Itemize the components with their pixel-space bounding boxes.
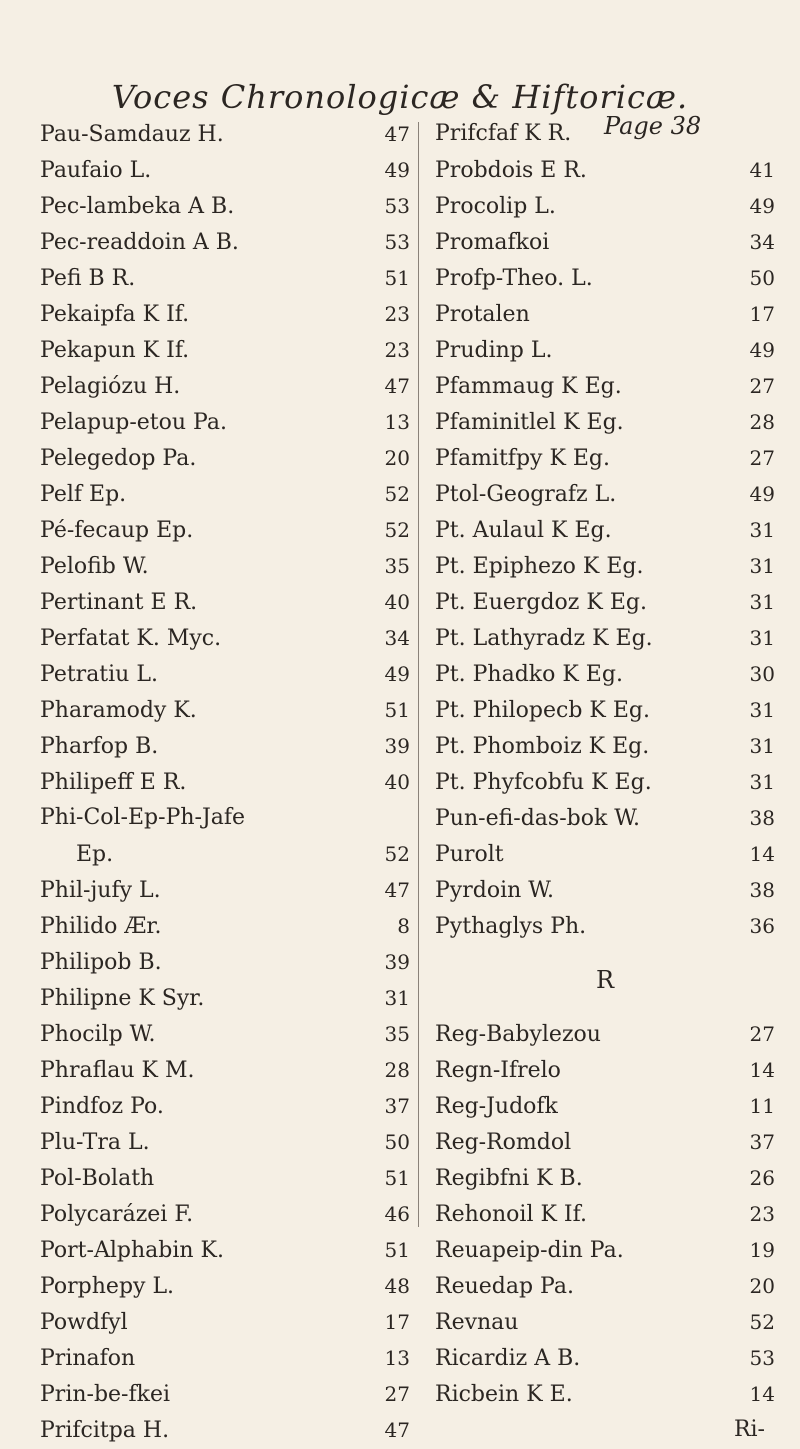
index-entry (40, 548, 410, 584)
entry-page-number: 8 (397, 914, 410, 938)
entry-page-number: 35 (384, 1022, 410, 1046)
entry-name: Ricbein K E. (435, 1382, 573, 1407)
index-entry (435, 1016, 775, 1052)
entry-name: Port-Alphabin K. (40, 1238, 224, 1263)
entry-name: Pyrdoin W. (435, 878, 555, 903)
index-entry (435, 296, 775, 332)
index-entry (435, 584, 775, 620)
entry-name: Pelapup-etou Pa. (40, 410, 227, 435)
index-entry (40, 260, 410, 296)
index-entry (40, 1376, 410, 1412)
entry-page-number: 17 (384, 1310, 410, 1334)
entry-name: Philipeff E R. (40, 770, 187, 795)
entry-page-number: 49 (749, 338, 775, 362)
index-entry (435, 512, 775, 548)
index-entry (435, 1304, 775, 1340)
entry-name: Prifcitpa H. (40, 1418, 170, 1443)
index-entry (435, 440, 775, 476)
entry-page-number: 38 (749, 878, 775, 902)
entry-page-number: 23 (749, 1202, 775, 1226)
index-entry (435, 1268, 775, 1304)
entry-page-number: 17 (749, 302, 775, 326)
entry-page-number: 31 (749, 734, 775, 758)
index-entry (435, 188, 775, 224)
entry-page-number: 51 (384, 1238, 410, 1262)
entry-name: Perfatat K. Myc. (40, 626, 222, 651)
entry-name: Pt. Phyfcobfu K Eg. (435, 770, 652, 795)
index-entry (435, 368, 775, 404)
index-entry (435, 908, 775, 944)
index-entry (435, 656, 775, 692)
index-entry (435, 152, 775, 188)
entry-name: Pec-readdoin A B. (40, 230, 239, 255)
entry-name: Pharfop B. (40, 734, 159, 759)
entry-page-number: 14 (749, 842, 775, 866)
catchword: Ri- (733, 1417, 765, 1442)
entry-name: Reg-Romdol (435, 1130, 572, 1155)
entry-name: Revnau (435, 1310, 519, 1335)
index-entry (40, 584, 410, 620)
entry-page-number: 31 (749, 770, 775, 794)
entry-name: Rehonoil K If. (435, 1202, 587, 1227)
entry-page-number: 52 (384, 518, 410, 542)
entry-continuation (40, 836, 410, 872)
entry-name: Pt. Philopecb K Eg. (435, 698, 650, 723)
entry-page-number: 49 (384, 158, 410, 182)
entry-page-number: 27 (749, 374, 775, 398)
index-entry (40, 368, 410, 404)
index-entry (435, 872, 775, 908)
page-title: Voces Chronologicæ & Hiftoricæ. (111, 78, 689, 116)
entry-name: Prudinp L. (435, 338, 553, 363)
entry-name: Pekaipfa K If. (40, 302, 190, 327)
entry-name: Pt. Lathyradz K Eg. (435, 626, 653, 651)
entry-page-number: 53 (384, 194, 410, 218)
index-entry (40, 1340, 410, 1376)
entry-name: Pol-Bolath (40, 1166, 155, 1191)
index-entry (40, 656, 410, 692)
entry-page-number: 27 (749, 446, 775, 470)
entry-name: Pindfoz Po. (40, 1094, 164, 1119)
entry-name: Pelagiózu H. (40, 374, 181, 399)
entry-page-number: 13 (384, 1346, 410, 1370)
index-entry (435, 728, 775, 764)
entry-page-number: 37 (384, 1094, 410, 1118)
index-entry (435, 800, 775, 836)
entry-page-number: 49 (749, 482, 775, 506)
right-column (435, 116, 775, 1448)
entry-name: Pt. Aulaul K Eg. (435, 518, 612, 543)
entry-name: Reuapeip-din Pa. (435, 1238, 624, 1263)
entry-name: Pythaglys Ph. (435, 914, 587, 939)
entry-page-number: 26 (749, 1166, 775, 1190)
entry-name: Pefi B R. (40, 266, 136, 291)
index-entry (40, 980, 410, 1016)
entry-page-number: 20 (749, 1274, 775, 1298)
entry-page-number: 48 (384, 1274, 410, 1298)
entry-page-number: 40 (384, 770, 410, 794)
index-entry (435, 1232, 775, 1268)
entry-name: Pun-efi-das-bok W. (435, 806, 641, 831)
entry-page-number: 47 (384, 1418, 410, 1442)
index-entry (40, 116, 410, 152)
entry-page-number: 47 (384, 374, 410, 398)
entry-page-number: 11 (749, 1094, 775, 1118)
index-entry (40, 1160, 410, 1196)
entry-name: Ricardiz A B. (435, 1346, 581, 1371)
entry-name: Pt. Epiphezo K Eg. (435, 554, 644, 579)
index-entry (40, 296, 410, 332)
entry-page-number: 27 (749, 1022, 775, 1046)
index-entry (435, 332, 775, 368)
entry-page-number: 47 (384, 878, 410, 902)
multi-line-entry (40, 800, 410, 872)
entry-name: Philipne K Syr. (40, 986, 205, 1011)
entry-page-number: 37 (749, 1130, 775, 1154)
index-entry (435, 404, 775, 440)
column-divider (418, 122, 419, 1227)
entry-name: Pelofib W. (40, 554, 149, 579)
index-entry (40, 1232, 410, 1268)
entry-page-number: 49 (384, 662, 410, 686)
page-number-label: Page 38 (604, 112, 702, 140)
entry-page-number: 34 (749, 230, 775, 254)
index-entry (40, 908, 410, 944)
entry-name: Pec-lambeka A B. (40, 194, 235, 219)
entry-page-number: 41 (749, 158, 775, 182)
entry-page-number: 31 (749, 698, 775, 722)
entry-page-number: 51 (384, 1166, 410, 1190)
entry-name: Philido Ær. (40, 914, 162, 939)
entry-name: Pt. Phomboiz K Eg. (435, 734, 650, 759)
index-entry (435, 692, 775, 728)
index-entry (40, 1088, 410, 1124)
entry-page-number: 20 (384, 446, 410, 470)
entry-name: Reg-Judofk (435, 1094, 558, 1119)
entry-name: Pé-fecaup Ep. (40, 518, 194, 543)
entry-name: Ptol-Geografz L. (435, 482, 617, 507)
entry-name: Pt. Phadko K Eg. (435, 662, 623, 687)
entry-name: Regn-Ifrelo (435, 1058, 561, 1083)
entry-name: Philipob B. (40, 950, 162, 975)
entry-name: Plu-Tra L. (40, 1130, 150, 1155)
entry-name: Pau-Samdauz H. (40, 122, 224, 147)
section-letter: R (595, 966, 615, 994)
entry-page-number: 36 (749, 914, 775, 938)
entry-name: Reuedap Pa. (435, 1274, 574, 1299)
entry-page-number: 47 (384, 122, 410, 146)
entry-page-number: 31 (749, 518, 775, 542)
entry-page-number: 38 (749, 806, 775, 830)
entry-page-number: 53 (749, 1346, 775, 1370)
entry-name: Prin-be-fkei (40, 1382, 171, 1407)
entry-name: Paufaio L. (40, 158, 152, 183)
entry-name: Petratiu L. (40, 662, 158, 687)
entry-page-number: 51 (384, 266, 410, 290)
entry-page-number: 13 (384, 410, 410, 434)
index-entry (435, 836, 775, 872)
entry-page-number: 19 (749, 1238, 775, 1262)
index-entry (40, 620, 410, 656)
entry-page-number: 14 (749, 1058, 775, 1082)
entry-name: Probdois E R. (435, 158, 587, 183)
entry-name: Polycarázei F. (40, 1202, 194, 1227)
entry-page-number: 30 (749, 662, 775, 686)
index-entry (40, 404, 410, 440)
index-entry (40, 1124, 410, 1160)
index-entry (40, 1304, 410, 1340)
entry-name: Pt. Euergdoz K Eg. (435, 590, 647, 615)
entry-page-number: 39 (384, 734, 410, 758)
index-entry (40, 188, 410, 224)
index-entry (435, 764, 775, 800)
index-entry (435, 1376, 775, 1412)
index-entry (435, 116, 775, 152)
entry-name: Powdfyl (40, 1310, 128, 1335)
index-entry (40, 440, 410, 476)
entry-page-number: 50 (384, 1130, 410, 1154)
index-entry (40, 728, 410, 764)
entry-page-number: 35 (384, 554, 410, 578)
entry-page-number: 28 (384, 1058, 410, 1082)
entry-name-line1: Phi-Col-Ep-Ph-Jafe (40, 805, 246, 830)
index-entry (435, 1340, 775, 1376)
entry-page-number: 23 (384, 302, 410, 326)
index-entry (40, 512, 410, 548)
entry-page-number: 53 (384, 230, 410, 254)
entry-page-number: 28 (749, 410, 775, 434)
entry-page-number: 27 (384, 1382, 410, 1406)
entry-page-number: 52 (384, 842, 410, 866)
index-entry (435, 1052, 775, 1088)
entry-name: Phil-jufy L. (40, 878, 161, 903)
entry-page-number: 39 (384, 950, 410, 974)
index-entry (435, 620, 775, 656)
index-entry (435, 476, 775, 512)
index-entry (40, 1196, 410, 1232)
entry-name: Pekapun K If. (40, 338, 190, 363)
entry-page-number: 52 (384, 482, 410, 506)
entry-name: Purolt (435, 842, 504, 867)
entry-name: Regibfni K B. (435, 1166, 583, 1191)
index-entry (40, 692, 410, 728)
entry-name: Pharamody K. (40, 698, 197, 723)
index-entry (40, 476, 410, 512)
index-entry (40, 1016, 410, 1052)
entry-name: Pfamitfpy K Eg. (435, 446, 611, 471)
entry-page-number: 31 (749, 590, 775, 614)
entry-name: Pelegedop Pa. (40, 446, 197, 471)
entry-name: Protalen (435, 302, 530, 327)
index-entry (40, 1412, 410, 1448)
index-entry (40, 764, 410, 800)
entry-page-number: 49 (749, 194, 775, 218)
index-entry (435, 1196, 775, 1232)
index-entry (435, 260, 775, 296)
entry-name: Porphepy L. (40, 1274, 175, 1299)
index-entry (435, 1160, 775, 1196)
entry-page-number: 40 (384, 590, 410, 614)
entry-name: Pfammaug K Eg. (435, 374, 622, 399)
entry-page-number: 31 (384, 986, 410, 1010)
entry-name: Prinafon (40, 1346, 136, 1371)
entry-name: Prifcfaf K R. (435, 121, 572, 146)
entry-page-number: 51 (384, 698, 410, 722)
entry-page-number: 31 (749, 626, 775, 650)
entry-name: Procolip L. (435, 194, 556, 219)
entry-page-number: 52 (749, 1310, 775, 1334)
index-entry (40, 1052, 410, 1088)
index-entry (40, 332, 410, 368)
index-entry (40, 1268, 410, 1304)
index-entry (40, 152, 410, 188)
index-entry (435, 1124, 775, 1160)
entry-name: Pertinant E R. (40, 590, 198, 615)
entry-name-line2: Ep. (76, 842, 114, 867)
left-column (40, 116, 410, 1448)
entry-page-number: 31 (749, 554, 775, 578)
entry-name: Profp-Theo. L. (435, 266, 593, 291)
entry-name: Reg-Babylezou (435, 1022, 601, 1047)
entry-page-number: 50 (749, 266, 775, 290)
index-entry (40, 944, 410, 980)
entry-page-number: 14 (749, 1382, 775, 1406)
entry-name: Pfaminitlel K Eg. (435, 410, 624, 435)
entry-page-number: 34 (384, 626, 410, 650)
entry-name: Phocilp W. (40, 1022, 156, 1047)
index-entry (435, 224, 775, 260)
entry-page-number: 23 (384, 338, 410, 362)
index-entry (40, 224, 410, 260)
entry-name: Pelf Ep. (40, 482, 127, 507)
entry-page-number: 46 (384, 1202, 410, 1226)
entry-name: Promafkoi (435, 230, 550, 255)
index-entry (435, 548, 775, 584)
entry-name: Phraflau K M. (40, 1058, 195, 1083)
index-entry (40, 872, 410, 908)
index-entry (435, 1088, 775, 1124)
